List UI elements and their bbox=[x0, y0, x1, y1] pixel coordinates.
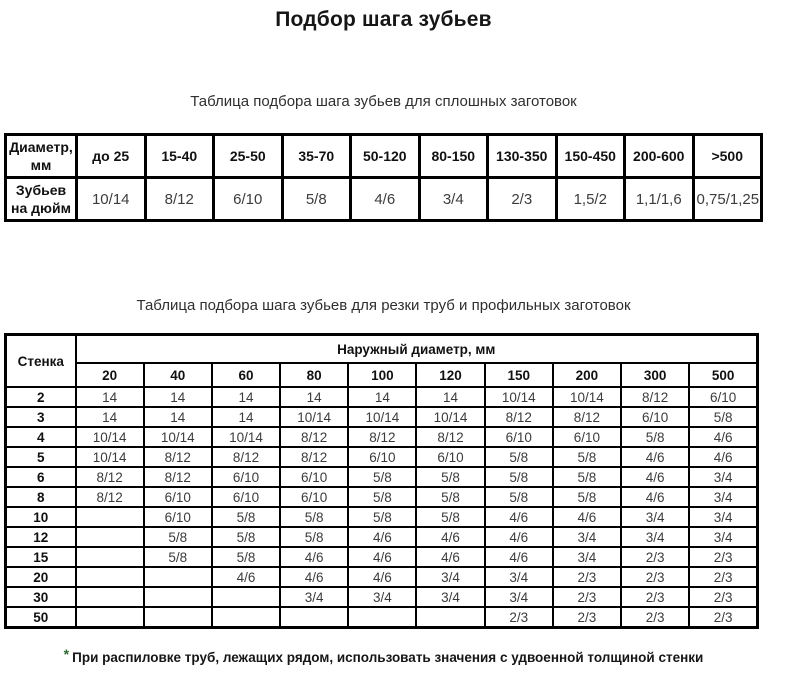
pitch-value-cell: 4/6 bbox=[689, 427, 757, 447]
pipe-table-row bbox=[6, 567, 758, 587]
pipe-table-row bbox=[6, 387, 758, 407]
pitch-value-cell: 3/4 bbox=[416, 567, 484, 587]
pitch-value-cell: 8/12 bbox=[212, 447, 280, 467]
diameter-column-header-cell: 150 bbox=[485, 363, 553, 387]
tpi-value-cell: 8/12 bbox=[145, 178, 214, 221]
pitch-value-cell: 10/14 bbox=[212, 427, 280, 447]
footnote-asterisk: * bbox=[63, 646, 70, 662]
pitch-value-cell: 3/4 bbox=[485, 587, 553, 607]
pitch-value-cell: 3/4 bbox=[621, 507, 689, 527]
pitch-value-cell: 5/8 bbox=[348, 487, 416, 507]
pitch-value-cell bbox=[144, 567, 212, 587]
pitch-value-cell: 2/3 bbox=[553, 567, 621, 587]
pitch-value-cell bbox=[76, 587, 144, 607]
tpi-value-cell: 0,75/1,25 bbox=[693, 178, 762, 221]
pitch-value-cell: 14 bbox=[76, 407, 144, 427]
pitch-value-cell: 5/8 bbox=[485, 487, 553, 507]
pitch-value-cell: 6/10 bbox=[485, 427, 553, 447]
pitch-value-cell: 5/8 bbox=[212, 507, 280, 527]
pitch-value-cell: 2/3 bbox=[621, 587, 689, 607]
wall-thickness-cell: 50 bbox=[6, 607, 76, 628]
pitch-value-cell: 6/10 bbox=[212, 487, 280, 507]
pitch-value-cell: 2/3 bbox=[621, 607, 689, 628]
wall-thickness-cell: 8 bbox=[6, 487, 76, 507]
pitch-value-cell: 5/8 bbox=[416, 487, 484, 507]
pitch-value-cell: 2/3 bbox=[553, 587, 621, 607]
pitch-value-cell: 5/8 bbox=[485, 467, 553, 487]
tpi-value-cell: 6/10 bbox=[214, 178, 283, 221]
footnote-text: При распиловке труб, лежащих рядом, использовать значения с удвоенной толщиной стенки bbox=[72, 650, 704, 665]
pitch-value-cell: 4/6 bbox=[485, 527, 553, 547]
pitch-value-cell: 4/6 bbox=[485, 507, 553, 527]
pitch-value-cell: 14 bbox=[144, 407, 212, 427]
solid-table-body bbox=[6, 135, 762, 221]
pitch-value-cell: 2/3 bbox=[621, 567, 689, 587]
pitch-value-cell: 3/4 bbox=[553, 527, 621, 547]
pitch-value-cell: 8/12 bbox=[553, 407, 621, 427]
pitch-value-cell: 6/10 bbox=[416, 447, 484, 467]
diameter-column-header-cell: 80 bbox=[280, 363, 348, 387]
pitch-value-cell: 2/3 bbox=[689, 587, 757, 607]
pitch-value-cell: 8/12 bbox=[348, 427, 416, 447]
pitch-value-cell: 10/14 bbox=[553, 387, 621, 407]
diameter-column-header-cell: 60 bbox=[212, 363, 280, 387]
pitch-value-cell: 5/8 bbox=[144, 547, 212, 567]
pitch-value-cell bbox=[76, 507, 144, 527]
diameter-range-cell: 80-150 bbox=[419, 135, 488, 178]
pitch-value-cell: 14 bbox=[280, 387, 348, 407]
pitch-value-cell: 5/8 bbox=[621, 427, 689, 447]
pitch-value-cell: 4/6 bbox=[212, 567, 280, 587]
pitch-value-cell: 4/6 bbox=[621, 467, 689, 487]
pitch-value-cell: 8/12 bbox=[76, 467, 144, 487]
pipe-table-row bbox=[6, 467, 758, 487]
pitch-value-cell: 3/4 bbox=[689, 487, 757, 507]
wall-thickness-cell: 3 bbox=[6, 407, 76, 427]
diameter-range-cell: до 25 bbox=[77, 135, 146, 178]
pitch-value-cell: 8/12 bbox=[621, 387, 689, 407]
pitch-value-cell: 4/6 bbox=[621, 487, 689, 507]
wall-thickness-cell: 12 bbox=[6, 527, 76, 547]
pipe-table-row bbox=[6, 547, 758, 567]
diameter-column-header-cell: 500 bbox=[689, 363, 757, 387]
pitch-value-cell: 5/8 bbox=[553, 467, 621, 487]
pipe-table-row bbox=[6, 427, 758, 447]
pitch-value-cell: 2/3 bbox=[689, 547, 757, 567]
diameter-range-cell: 15-40 bbox=[145, 135, 214, 178]
pitch-value-cell: 8/12 bbox=[144, 467, 212, 487]
pitch-value-cell: 2/3 bbox=[621, 547, 689, 567]
pitch-value-cell: 4/6 bbox=[416, 527, 484, 547]
diameter-range-cell: 130-350 bbox=[488, 135, 557, 178]
wall-thickness-cell: 6 bbox=[6, 467, 76, 487]
pitch-value-cell: 6/10 bbox=[144, 487, 212, 507]
pitch-value-cell: 6/10 bbox=[144, 507, 212, 527]
tpi-value-cell: 1,1/1,6 bbox=[625, 178, 694, 221]
pitch-value-cell: 5/8 bbox=[212, 527, 280, 547]
pitch-value-cell: 8/12 bbox=[416, 427, 484, 447]
pitch-value-cell: 10/14 bbox=[416, 407, 484, 427]
pitch-value-cell: 14 bbox=[76, 387, 144, 407]
pitch-value-cell: 3/4 bbox=[689, 507, 757, 527]
pitch-value-cell: 2/3 bbox=[485, 607, 553, 628]
pitch-value-cell: 6/10 bbox=[348, 447, 416, 467]
pitch-value-cell: 4/6 bbox=[280, 567, 348, 587]
pipe-table-row bbox=[6, 487, 758, 507]
outer-diameter-group-header-cell: Наружный диаметр, мм bbox=[76, 335, 758, 364]
pitch-value-cell: 8/12 bbox=[76, 487, 144, 507]
pipe-table-body bbox=[6, 335, 758, 628]
pitch-value-cell bbox=[280, 607, 348, 628]
pitch-value-cell: 5/8 bbox=[416, 467, 484, 487]
pitch-value-cell: 3/4 bbox=[280, 587, 348, 607]
diameter-column-header-cell: 20 bbox=[76, 363, 144, 387]
diameter-range-cell: 25-50 bbox=[214, 135, 283, 178]
pitch-value-cell: 4/6 bbox=[348, 547, 416, 567]
wall-thickness-cell: 30 bbox=[6, 587, 76, 607]
diameter-column-header-cell: 120 bbox=[416, 363, 484, 387]
pitch-value-cell bbox=[144, 587, 212, 607]
pipe-table-column-header-row bbox=[6, 363, 758, 387]
pitch-value-cell bbox=[212, 607, 280, 628]
pipe-table-row bbox=[6, 587, 758, 607]
pitch-value-cell bbox=[76, 567, 144, 587]
tpi-value-cell: 5/8 bbox=[282, 178, 351, 221]
diameter-range-cell: 150-450 bbox=[556, 135, 625, 178]
pitch-value-cell: 6/10 bbox=[280, 467, 348, 487]
pitch-value-cell: 14 bbox=[416, 387, 484, 407]
diameter-range-cell: 50-120 bbox=[351, 135, 420, 178]
pitch-value-cell: 2/3 bbox=[689, 567, 757, 587]
wall-thickness-cell: 10 bbox=[6, 507, 76, 527]
diameter-column-header-cell: 200 bbox=[553, 363, 621, 387]
pitch-value-cell: 3/4 bbox=[689, 527, 757, 547]
pitch-value-cell: 5/8 bbox=[689, 407, 757, 427]
solid-table-value-row bbox=[6, 178, 762, 221]
pitch-value-cell: 3/4 bbox=[348, 587, 416, 607]
pitch-value-cell: 10/14 bbox=[76, 447, 144, 467]
pipe-table-row bbox=[6, 507, 758, 527]
diameter-range-cell: 35-70 bbox=[282, 135, 351, 178]
pipe-table-row bbox=[6, 407, 758, 427]
diameter-row-header-cell: Диаметр, мм bbox=[6, 135, 77, 178]
wall-thickness-cell: 5 bbox=[6, 447, 76, 467]
pipe-table-row bbox=[6, 607, 758, 628]
pitch-value-cell: 3/4 bbox=[689, 467, 757, 487]
pitch-value-cell: 4/6 bbox=[280, 547, 348, 567]
tpi-value-cell: 4/6 bbox=[351, 178, 420, 221]
pitch-value-cell: 14 bbox=[144, 387, 212, 407]
pitch-value-cell: 5/8 bbox=[553, 447, 621, 467]
pitch-value-cell bbox=[144, 607, 212, 628]
pitch-value-cell: 3/4 bbox=[621, 527, 689, 547]
pitch-value-cell bbox=[212, 587, 280, 607]
tpi-value-cell: 2/3 bbox=[488, 178, 557, 221]
wall-thickness-cell: 15 bbox=[6, 547, 76, 567]
pitch-value-cell: 6/10 bbox=[280, 487, 348, 507]
pitch-value-cell: 3/4 bbox=[416, 587, 484, 607]
pitch-value-cell: 5/8 bbox=[485, 447, 553, 467]
pitch-value-cell: 5/8 bbox=[280, 507, 348, 527]
wall-thickness-cell: 4 bbox=[6, 427, 76, 447]
pipe-table-caption: Таблица подбора шага зубьев для резки труб и профильных заготовок bbox=[136, 297, 631, 314]
pitch-value-cell: 5/8 bbox=[212, 547, 280, 567]
pitch-value-cell: 8/12 bbox=[280, 427, 348, 447]
wall-thickness-cell: 20 bbox=[6, 567, 76, 587]
footnote bbox=[4, 646, 763, 665]
pitch-value-cell: 6/10 bbox=[553, 427, 621, 447]
pitch-value-cell: 5/8 bbox=[348, 507, 416, 527]
pitch-value-cell: 10/14 bbox=[76, 427, 144, 447]
diameter-range-cell: 200-600 bbox=[625, 135, 694, 178]
pitch-value-cell: 4/6 bbox=[621, 447, 689, 467]
pitch-value-cell: 6/10 bbox=[212, 467, 280, 487]
pitch-value-cell bbox=[76, 547, 144, 567]
pitch-value-cell: 5/8 bbox=[553, 487, 621, 507]
solid-table-caption: Таблица подбора шага зубьев для сплошных заготовок bbox=[190, 93, 577, 110]
pitch-value-cell: 10/14 bbox=[280, 407, 348, 427]
page-title: Подбор шага зубьев bbox=[275, 8, 492, 31]
pitch-value-cell bbox=[76, 607, 144, 628]
pitch-value-cell: 10/14 bbox=[144, 427, 212, 447]
pitch-value-cell: 4/6 bbox=[689, 447, 757, 467]
wall-corner-header-cell: Стенка bbox=[6, 335, 76, 388]
solid-table-header-row bbox=[6, 135, 762, 178]
solid-workpiece-table bbox=[4, 133, 763, 222]
diameter-column-header-cell: 100 bbox=[348, 363, 416, 387]
pitch-value-cell: 5/8 bbox=[280, 527, 348, 547]
pitch-value-cell: 4/6 bbox=[485, 547, 553, 567]
pitch-value-cell: 8/12 bbox=[485, 407, 553, 427]
pipe-table-row bbox=[6, 527, 758, 547]
pitch-value-cell: 3/4 bbox=[553, 547, 621, 567]
pitch-value-cell: 14 bbox=[212, 407, 280, 427]
pipe-table-row bbox=[6, 447, 758, 467]
pitch-value-cell: 14 bbox=[212, 387, 280, 407]
pitch-value-cell: 4/6 bbox=[348, 527, 416, 547]
pitch-value-cell: 4/6 bbox=[416, 547, 484, 567]
pitch-value-cell: 2/3 bbox=[553, 607, 621, 628]
pitch-value-cell bbox=[76, 527, 144, 547]
tpi-row-header-cell: Зубьев на дюйм bbox=[6, 178, 77, 221]
tpi-value-cell: 10/14 bbox=[77, 178, 146, 221]
diameter-range-cell: >500 bbox=[693, 135, 762, 178]
diameter-column-header-cell: 300 bbox=[621, 363, 689, 387]
pipe-profile-table bbox=[4, 333, 759, 629]
diameter-column-header-cell: 40 bbox=[144, 363, 212, 387]
pitch-value-cell: 10/14 bbox=[348, 407, 416, 427]
pitch-value-cell: 8/12 bbox=[144, 447, 212, 467]
pitch-value-cell: 4/6 bbox=[348, 567, 416, 587]
tpi-value-cell: 1,5/2 bbox=[556, 178, 625, 221]
pitch-value-cell: 6/10 bbox=[689, 387, 757, 407]
pitch-value-cell: 4/6 bbox=[553, 507, 621, 527]
pitch-value-cell bbox=[348, 607, 416, 628]
pitch-value-cell: 2/3 bbox=[689, 607, 757, 628]
pipe-table-group-header-row bbox=[6, 335, 758, 364]
pitch-value-cell: 5/8 bbox=[144, 527, 212, 547]
pitch-value-cell bbox=[416, 607, 484, 628]
pitch-value-cell: 10/14 bbox=[485, 387, 553, 407]
pitch-value-cell: 8/12 bbox=[280, 447, 348, 467]
pitch-value-cell: 5/8 bbox=[416, 507, 484, 527]
pitch-value-cell: 3/4 bbox=[485, 567, 553, 587]
wall-thickness-cell: 2 bbox=[6, 387, 76, 407]
tpi-value-cell: 3/4 bbox=[419, 178, 488, 221]
pitch-value-cell: 14 bbox=[348, 387, 416, 407]
pitch-value-cell: 6/10 bbox=[621, 407, 689, 427]
pitch-value-cell: 5/8 bbox=[348, 467, 416, 487]
